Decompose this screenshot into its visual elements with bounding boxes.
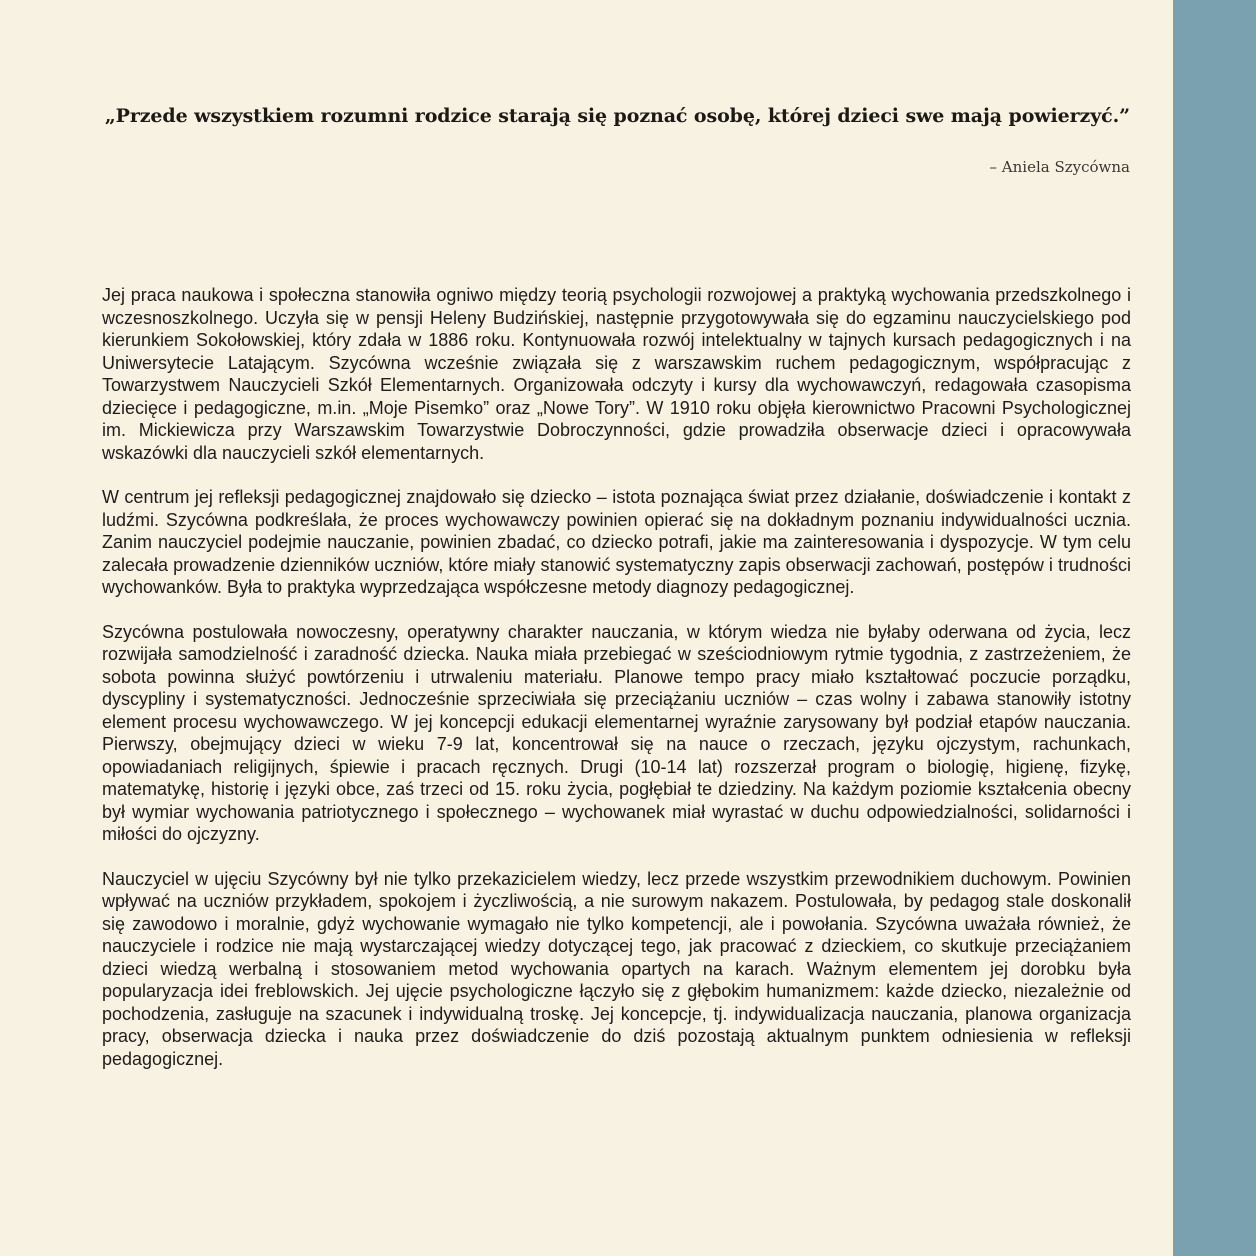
paragraph-4: Nauczyciel w ujęciu Szycówny był nie tylko przekazicielem wiedzy, lecz przede wszystkim przewodnikiem duchowym. Powinien wpływać na uczniów przykładem, spokojem i życzliwością, a nie surowym nakazem. Postulowała, by pedagog stale doskonalił się zawodowo i moralnie, gdyż wychowanie wymagało nie tylko kompetencji, ale i powołania. Szycówna uważała również, że nauczyciele i rodzice nie mają wystarczającej wiedzy dotyczącej tego, jak pracować z dzieckiem, co skutkuje przeciążaniem dzieci wiedzą werbalną i stosowaniem metod wychowania opartych na karach. Ważnym elementem jej dorobku była popularyzacja idei freblowskich. Jej ujęcie psychologiczne łączyło się z głębokim humanizmem: każde dziecko, niezależnie od pochodzenia, zasługuje na szacunek i indywidualną troskę. Jej koncepcje, tj. indywidualizacja nauczania, planowa organizacja pracy, obserwacja dziecka i nauka przez doświadczenie do dziś pozostają aktualnym punktem odniesienia w refleksji pedagogicznej. [102,868,1131,1069]
decorative-side-band [1173,0,1256,1256]
epigraph-author: – Aniela Szycówna [989,158,1130,176]
article-body [102,284,1131,1092]
paragraph-2: W centrum jej refleksji pedagogicznej znajdowało się dziecko – istota poznająca świat przez działanie, doświadczenie i kontakt z ludźmi. Szycówna podkreślała, że proces wychowawczy powinien opierać się na dokładnym poznaniu indywidualności ucznia. Zanim nauczyciel podejmie nauczanie, powinien zbadać, co dziecko potrafi, jakie ma zainteresowania i dyspozycje. W tym celu zalecała prowadzenie dzienników uczniów, które miały stanowić systematyczny zapis obserwacji zachowań, postępów i trudności wychowanków. Była to praktyka wyprzedzająca współczesne metody diagnozy pedagogicznej. [102,487,1131,597]
epigraph-quote: „Przede wszystkiem rozumni rodzice starają się poznać osobę, której dzieci swe mają powierzyć.” [104,105,1130,127]
paragraph-3: Szycówna postulowała nowoczesny, operatywny charakter nauczania, w którym wiedza nie byłaby oderwana od życia, lecz rozwijała samodzielność i zaradność dziecka. Nauka miała przebiegać w sześciodniowym rytmie tygodnia, z zastrzeżeniem, że sobota powinna służyć powtórzeniu i utrwaleniu materiału. Planowe tempo pracy miało kształtować poczucie porządku, dyscypliny i systematyczności. Jednocześnie sprzeciwiała się przeciążaniu uczniów – czas wolny i zabawa stanowiły istotny element procesu wychowawczego. W jej koncepcji edukacji elementarnej wyraźnie zarysowany był podział etapów nauczania. Pierwszy, obejmujący dzieci w wieku 7-9 lat, koncentrował się na nauce o rzeczach, języku ojczystym, rachunkach, opowiadaniach religijnych, śpiewie i pracach ręcznych. Drugi (10-14 lat) rozszerzał program o biologię, higienę, fizykę, matematykę, historię i języki obce, zaś trzeci od 15. roku życia, pogłębiał te dziedziny. Na każdym poziomie kształcenia obecny był wymiar wychowania patriotycznego i społecznego – wychowanek miał wyrastać w duchu odpowiedzialności, solidarności i miłości do ojczyzny. [102,621,1131,844]
paragraph-1: Jej praca naukowa i społeczna stanowiła ogniwo między teorią psychologii rozwojowej a praktyką wychowania przedszkolnego i wczesnoszkolnego. Uczyła się w pensji Heleny Budzińskiej, następnie przygotowywała się do egzaminu nauczycielskiego pod kierunkiem Sokołowskiej, który zdała w 1886 roku. Kontynuowała rozwój intelektualny w tajnych kursach pedagogicznych i na Uniwersytecie Latającym. Szycówna wcześnie związała się z warszawskim ruchem pedagogicznym, współpracując z Towarzystwem Nauczycieli Szkół Elementarnych. Organizowała odczyty i kursy dla wychowawczyń, redagowała czasopisma dziecięce i pedagogiczne, m.in. „Moje Pisemko” oraz „Nowe Tory”. W 1910 roku objęła kierownictwo Pracowni Psychologicznej im. Mickiewicza przy Warszawskim Towarzystwie Dobroczynności, gdzie prowadziła obserwacje dzieci i opracowywała wskazówki dla nauczycieli szkół elementarnych. [102,285,1131,463]
